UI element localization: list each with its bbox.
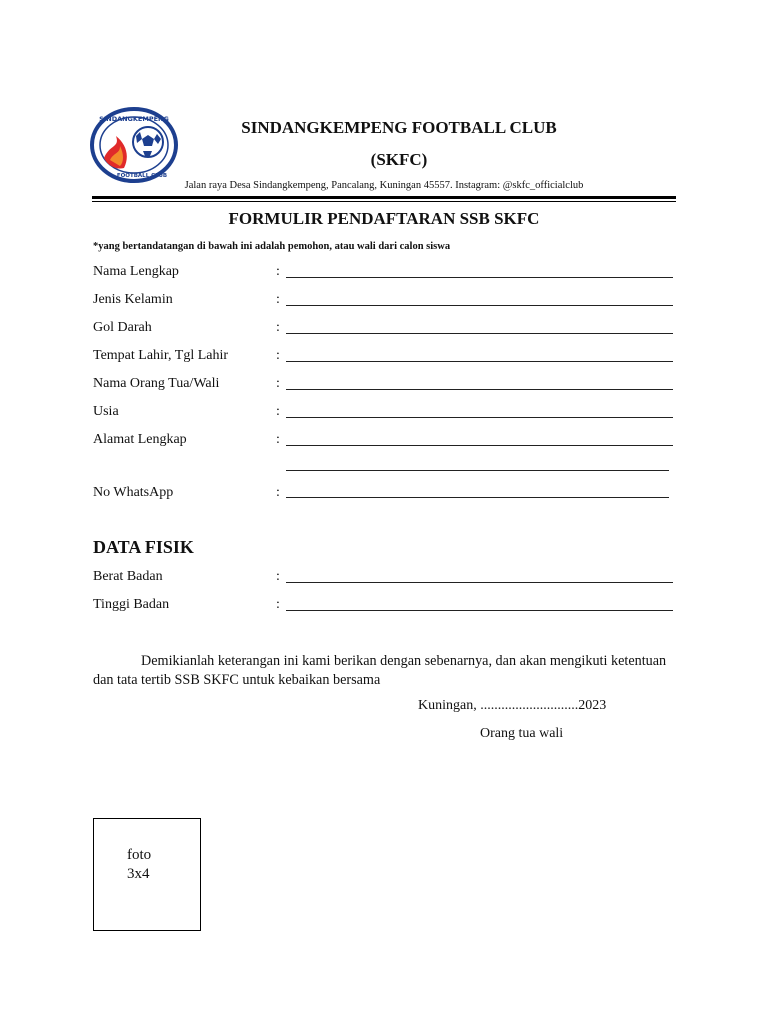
- field-colon: :: [276, 432, 280, 447]
- signer-label: Orang tua wali: [480, 726, 564, 741]
- field-line-alamat-lengkap[interactable]: [286, 445, 673, 446]
- field-label-no-whatsapp: No WhatsApp: [93, 485, 174, 500]
- section-title-data-fisik: DATA FISIK: [93, 537, 194, 557]
- header-divider-thin: [92, 201, 676, 202]
- field-line-nama-lengkap[interactable]: [286, 277, 673, 278]
- club-name: SINDANGKEMPENG FOOTBALL CLUB: [241, 118, 557, 137]
- field-label-tempat-tgl-lahir: Tempat Lahir, Tgl Lahir: [93, 348, 229, 363]
- field-colon: :: [276, 404, 280, 419]
- form-title: FORMULIR PENDAFTARAN SSB SKFC: [228, 209, 540, 228]
- field-colon: :: [276, 348, 280, 363]
- field-line-alamat-lengkap-2[interactable]: [286, 470, 669, 471]
- field-label-usia: Usia: [93, 404, 119, 419]
- field-label-jenis-kelamin: Jenis Kelamin: [93, 292, 173, 307]
- field-line-usia[interactable]: [286, 417, 673, 418]
- photo-label-line1: foto: [127, 847, 152, 863]
- field-line-no-whatsapp[interactable]: [286, 497, 669, 498]
- photo-box: [93, 818, 201, 931]
- field-line-berat-badan[interactable]: [286, 582, 673, 583]
- closing-statement: Demikianlah keterangan ini kami berikan dengan sebenarnya, dan akan mengikuti ketentuan dan tata tertib SSB SKFC untuk kebaikan bersama: [93, 653, 667, 688]
- field-label-alamat-lengkap: Alamat Lengkap: [93, 432, 187, 447]
- field-line-tempat-tgl-lahir[interactable]: [286, 361, 673, 362]
- field-colon: :: [276, 597, 280, 612]
- field-colon: :: [276, 376, 280, 391]
- field-label-gol-darah: Gol Darah: [93, 320, 152, 335]
- photo-label-line2: 3x4: [127, 866, 150, 882]
- field-colon: :: [276, 292, 280, 307]
- field-colon: :: [276, 485, 280, 500]
- logo-text-bottom: FOOTBALL CLUB: [116, 173, 168, 179]
- field-line-gol-darah[interactable]: [286, 333, 673, 334]
- header-divider-thick: [92, 196, 676, 199]
- field-colon: :: [276, 264, 280, 279]
- field-line-tinggi-badan[interactable]: [286, 610, 673, 611]
- field-label-berat-badan: Berat Badan: [93, 569, 163, 584]
- field-colon: :: [276, 569, 280, 584]
- field-label-nama-orang-tua: Nama Orang Tua/Wali: [93, 376, 220, 391]
- logo-text-top: SINDANGKEMPENG: [99, 115, 169, 123]
- form-note: *yang bertandatangan di bawah ini adalah pemohon, atau wali dari calon siswa: [93, 241, 451, 252]
- club-abbreviation: (SKFC): [370, 150, 428, 169]
- field-label-tinggi-badan: Tinggi Badan: [93, 597, 170, 612]
- field-line-jenis-kelamin[interactable]: [286, 305, 673, 306]
- place-date: Kuningan, ............................2023: [418, 698, 607, 713]
- field-line-nama-orang-tua[interactable]: [286, 389, 673, 390]
- field-colon: :: [276, 320, 280, 335]
- club-address: Jalan raya Desa Sindangkempeng, Pancalang, Kuningan 45557. Instagram: @skfc_officialclub: [184, 180, 584, 191]
- field-label-nama-lengkap: Nama Lengkap: [93, 264, 179, 279]
